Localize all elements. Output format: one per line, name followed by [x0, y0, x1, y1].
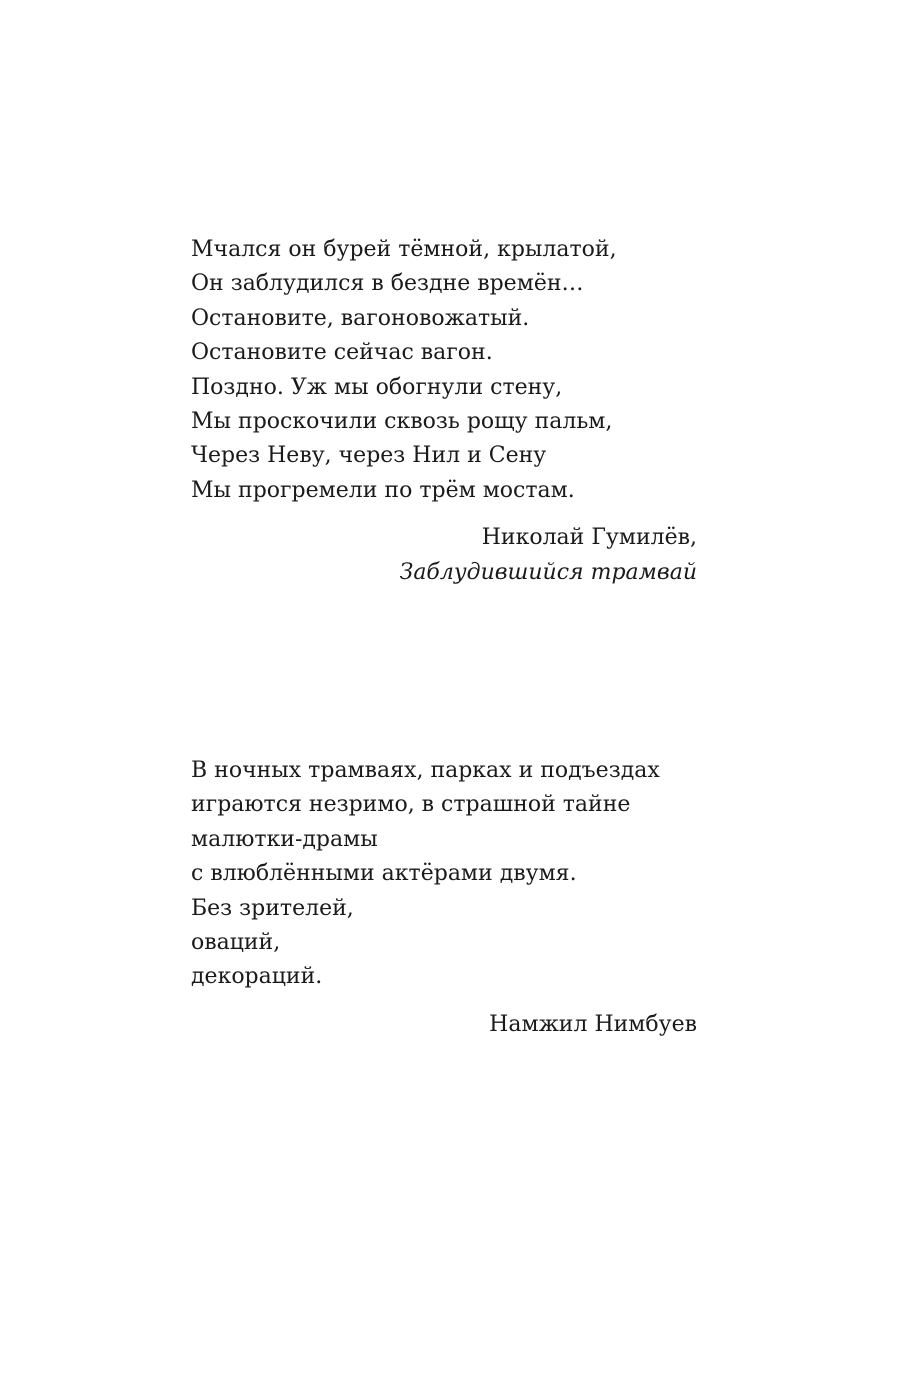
work-title: Заблудившийся трамвай — [399, 559, 697, 585]
verse-line: Остановите, вагоновожатый. — [191, 305, 530, 331]
verse-line: Поздно. Уж мы обогнули стену, — [191, 374, 563, 400]
verse-line: играются незримо, в страшной тайне — [191, 792, 631, 818]
verse-block — [191, 233, 697, 508]
verse-line: оваций, — [191, 930, 281, 956]
verse-block — [191, 754, 697, 995]
verse-line: Остановите сейчас вагон. — [191, 340, 493, 366]
verse-line: малютки-драмы — [191, 826, 378, 852]
verse-line: Через Неву, через Нил и Сену — [191, 443, 547, 469]
verse-line: Мы прогремели по трём мостам. — [191, 477, 575, 503]
epigraph-nimbuev — [191, 754, 697, 1042]
verse-line: Мчался он бурей тёмной, крылатой, — [191, 237, 617, 262]
attribution — [191, 521, 697, 590]
author-name: Николай Гумилёв, — [481, 525, 697, 551]
verse-line: декораций. — [191, 964, 323, 990]
verse-line: с влюблёнными актёрами двумя. — [191, 861, 577, 887]
attribution — [191, 1008, 697, 1042]
verse-line: В ночных трамваях, парках и подъездах — [191, 758, 660, 783]
author-name: Намжил Нимбуев — [489, 1011, 697, 1037]
verse-line: Мы проскочили сквозь рощу пальм, — [191, 409, 613, 435]
verse-line: Он заблудился в бездне времён… — [191, 271, 584, 297]
verse-line: Без зрителей, — [191, 895, 354, 921]
epigraph-gumilev — [191, 233, 697, 590]
